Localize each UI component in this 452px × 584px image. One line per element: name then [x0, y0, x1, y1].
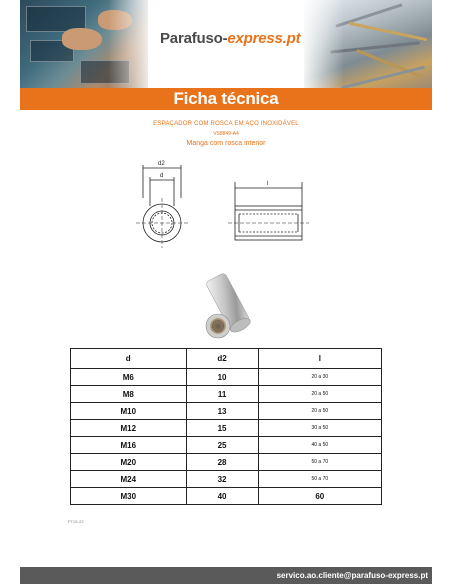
cell-d2: 11 — [186, 386, 258, 403]
cell-d: M8 — [71, 386, 187, 403]
table-row — [71, 369, 382, 386]
footer-email-link[interactable]: servico.ao.cliente@parafuso-express.pt — [276, 571, 428, 580]
cell-d2: 25 — [186, 437, 258, 454]
header-d: d — [71, 349, 187, 369]
product-code: VS8849-A4 — [213, 131, 239, 137]
cell-l: 20 a 30 — [258, 369, 381, 386]
cell-d: M16 — [71, 437, 187, 454]
cell-d: M30 — [71, 488, 187, 505]
cell-l: 20 a 50 — [258, 403, 381, 420]
header-d2: d2 — [186, 349, 258, 369]
technical-drawing — [120, 158, 350, 253]
product-photo — [190, 268, 270, 348]
header-banner — [20, 0, 432, 88]
cell-d2: 15 — [186, 420, 258, 437]
cell-l: 50 a 70 — [258, 471, 381, 488]
cell-d: M20 — [71, 454, 187, 471]
cell-d: M24 — [71, 471, 187, 488]
cell-d: M10 — [71, 403, 187, 420]
document-code: FT.01.22 — [68, 519, 84, 524]
cell-l: 50 a 70 — [258, 454, 381, 471]
brand-accent: express.pt — [227, 30, 301, 47]
product-name: ESPAÇADOR COM ROSCA EM AÇO INOXIDÁVEL — [153, 121, 299, 127]
product-subtitle: Manga com rosca interior — [186, 140, 266, 147]
table-row — [71, 403, 382, 420]
dim-label-l: l — [267, 181, 269, 187]
screws-photo — [304, 0, 432, 88]
cell-d2: 10 — [186, 369, 258, 386]
table-row — [71, 386, 382, 403]
brand-main: Parafuso- — [160, 30, 228, 47]
dim-label-d2: d2 — [158, 161, 165, 167]
cell-d2: 32 — [186, 471, 258, 488]
cell-l: 40 a 50 — [258, 437, 381, 454]
table-row — [71, 437, 382, 454]
table-row — [71, 488, 382, 505]
side-view — [228, 182, 309, 240]
page-title: Ficha técnica — [173, 89, 279, 108]
table-row — [71, 454, 382, 471]
table-header-row — [71, 349, 382, 369]
cell-d2: 40 — [186, 488, 258, 505]
table-row — [71, 420, 382, 437]
workbench-photo — [20, 0, 148, 88]
cell-l: 30 a 50 — [258, 420, 381, 437]
cell-d: M12 — [71, 420, 187, 437]
cell-d: M6 — [71, 369, 187, 386]
dim-label-d: d — [160, 173, 164, 179]
brand-logo — [160, 30, 300, 47]
table-row — [71, 471, 382, 488]
header-l: l — [258, 349, 381, 369]
cell-l: 20 a 50 — [258, 386, 381, 403]
cell-l: 60 — [258, 488, 381, 505]
cell-d2: 13 — [186, 403, 258, 420]
dimensions-table — [70, 348, 382, 505]
cell-d2: 28 — [186, 454, 258, 471]
